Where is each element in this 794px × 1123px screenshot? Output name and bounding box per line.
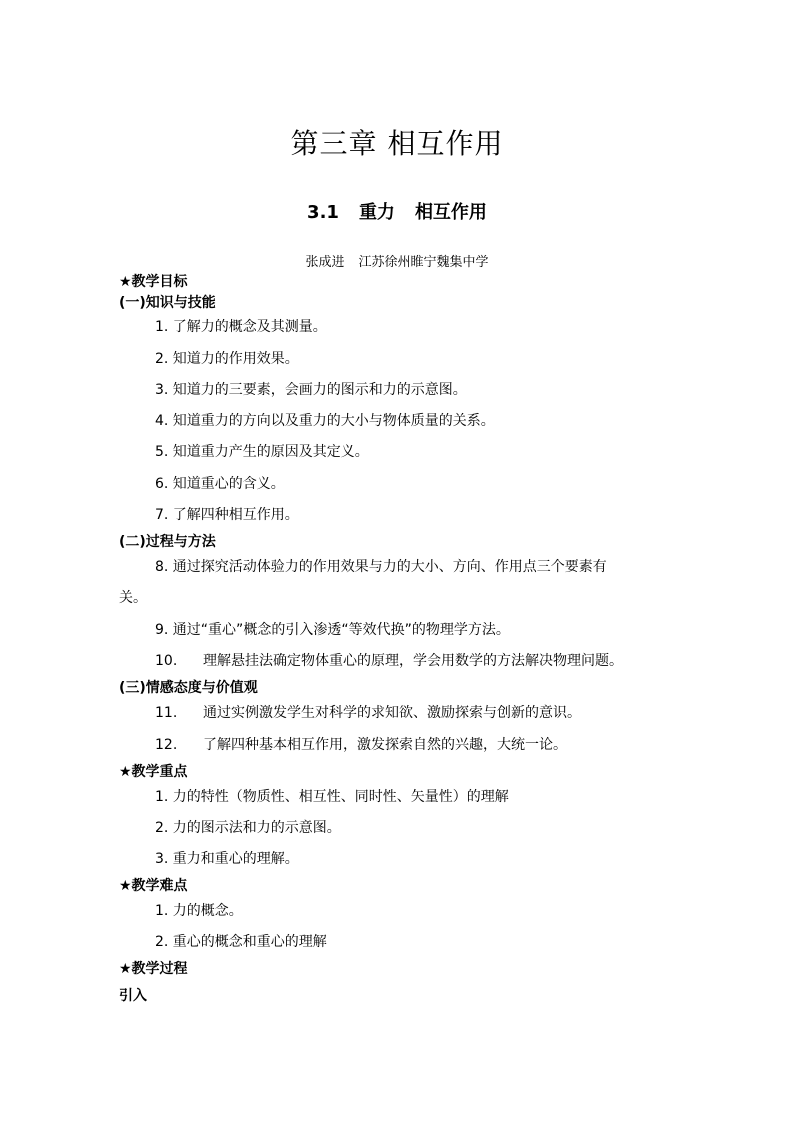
author-school: 江苏徐州睢宁魏集中学 [358,255,489,270]
section-title [0,199,794,227]
list-item: 8. 通过探究活动体验力的作用效果与力的大小、方向、作用点三个要素有 [155,559,607,575]
list-item: 1. 了解力的概念及其测量。 [155,319,327,335]
list-item-continuation: 关。 [119,590,147,606]
objectives-heading: ★教学目标 [119,274,188,290]
list-item: 5. 知道重力产生的原因及其定义。 [155,444,369,460]
process-method-heading: (二)过程与方法 [119,534,216,550]
list-item: 3. 知道力的三要素，会画力的图示和力的示意图。 [155,382,467,398]
section-subtitle: 相互作用 [414,202,487,223]
list-item [155,735,567,755]
list-item: 9. 通过“重心”概念的引入渗透“等效代换”的物理学方法。 [155,622,510,638]
author-name: 张成进 [305,255,345,270]
list-item: 1. 力的特性（物质性、相互性、同时性、矢量性）的理解 [155,789,509,805]
knowledge-heading: (一)知识与技能 [119,295,216,311]
list-item [155,651,623,671]
author-line [0,253,794,273]
list-item: 4. 知道重力的方向以及重力的大小与物体质量的关系。 [155,413,495,429]
teaching-process-heading: ★教学过程 [119,961,188,977]
chapter-title: 第三章 相互作用 [290,127,504,160]
item-number: 11. [155,705,178,721]
item-text: 通过实例激发学生对科学的求知欲、激励探索与创新的意识。 [203,705,581,721]
list-item: 2. 重心的概念和重心的理解 [155,934,327,950]
item-text: 了解四种基本相互作用，激发探索自然的兴趣，大统一论。 [203,737,567,753]
section-number: 3.1 [307,202,339,223]
list-item: 2. 力的图示法和力的示意图。 [155,820,341,836]
intro-heading: 引入 [119,988,147,1004]
item-number: 12. [155,737,178,753]
list-item: 1. 力的概念。 [155,903,243,919]
item-number: 10. [155,653,178,669]
item-text: 理解悬挂法确定物体重心的原理，学会用数学的方法解决物理问题。 [203,653,623,669]
attitude-heading: (三)情感态度与价值观 [119,680,258,696]
section-name: 重力 [358,202,395,223]
list-item: 2. 知道力的作用效果。 [155,351,299,367]
list-item [155,703,581,723]
difficulties-heading: ★教学难点 [119,878,188,894]
list-item: 6. 知道重心的含义。 [155,476,285,492]
list-item: 7. 了解四种相互作用。 [155,507,299,523]
list-item: 3. 重力和重心的理解。 [155,851,299,867]
key-points-heading: ★教学重点 [119,764,188,780]
